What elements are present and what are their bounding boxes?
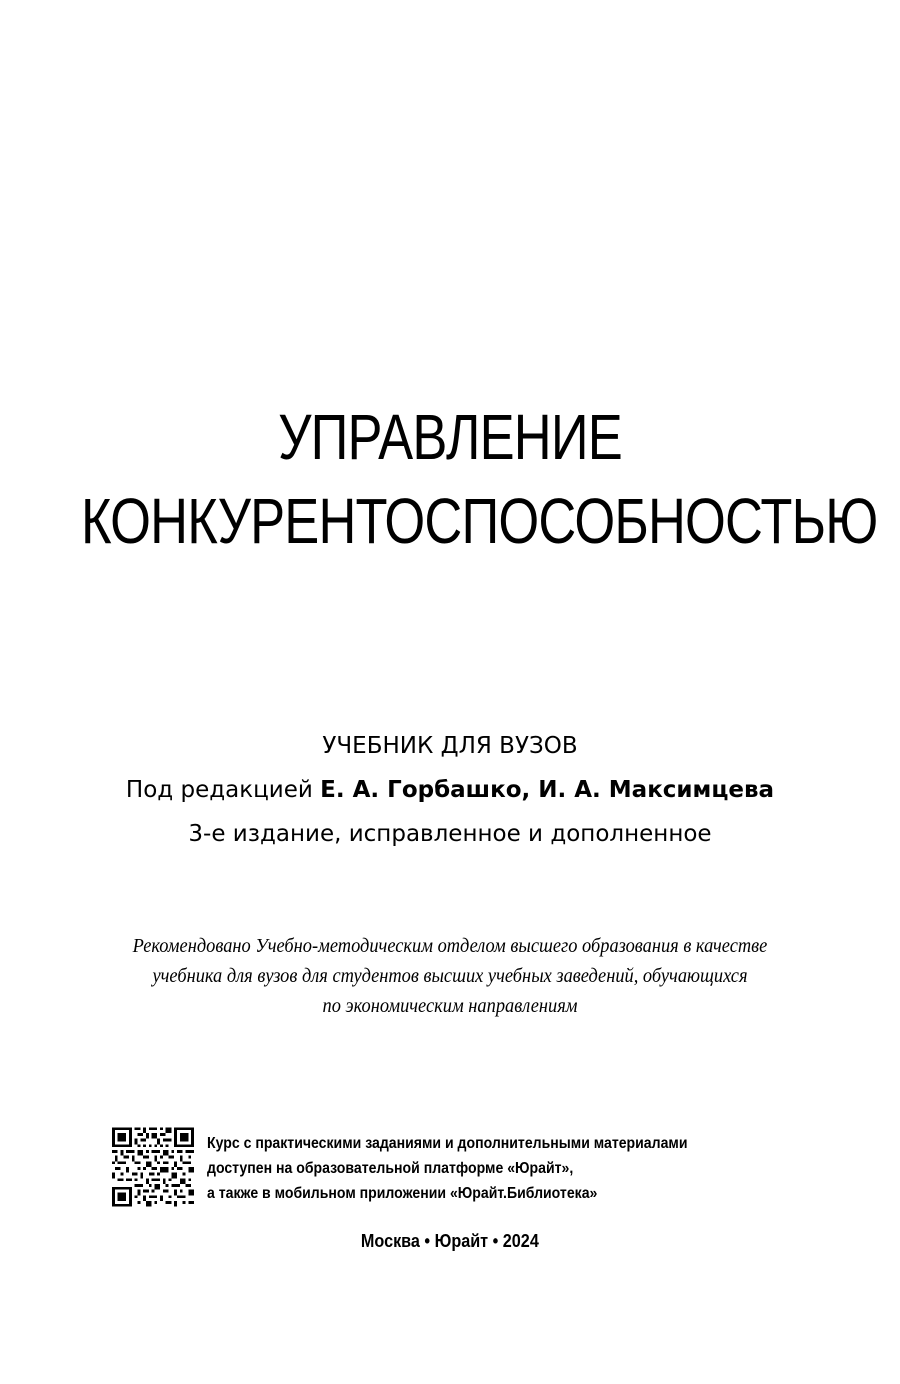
edition-info: 3-е издание, исправленное и дополненное bbox=[188, 821, 712, 847]
recommendation-line-1: Рекомендовано Учебно-методическим отделом высшего образования в качестве bbox=[132, 935, 768, 957]
course-info-line-1: Курс с практическими заданиями и дополнительными материалами bbox=[207, 1135, 688, 1152]
editors-prefix: Под редакцией bbox=[125, 777, 321, 803]
course-info-line-2: доступен на образовательной платформе «Юрайт», bbox=[207, 1160, 574, 1177]
book-title-line-2: КОНКУРЕНТОСПОСОБНОСТЬЮ bbox=[81, 485, 878, 557]
course-info-line-3: а также в мобильном приложении «Юрайт.Библиотека» bbox=[207, 1185, 598, 1202]
editors-names: Е. А. Горбашко, И. А. Максимцева bbox=[320, 777, 775, 803]
recommendation-line-3: по экономическим направлениям bbox=[322, 995, 578, 1017]
publisher-imprint bbox=[0, 1227, 900, 1255]
recommendation-line-2: учебника для вузов для студентов высших учебных заведений, обучающихся bbox=[152, 965, 748, 987]
recommendation-note bbox=[0, 931, 900, 1021]
qr-code-icon[interactable] bbox=[112, 1127, 194, 1207]
subtitle-block bbox=[0, 724, 900, 856]
course-info bbox=[207, 1131, 753, 1206]
book-title-line-1: УПРАВЛЕНИЕ bbox=[278, 401, 622, 473]
book-type: УЧЕБНИК ДЛЯ ВУЗОВ bbox=[322, 733, 578, 759]
imprint-text: Москва • Юрайт • 2024 bbox=[361, 1231, 539, 1251]
editors-line bbox=[0, 768, 900, 812]
book-title bbox=[0, 395, 900, 563]
